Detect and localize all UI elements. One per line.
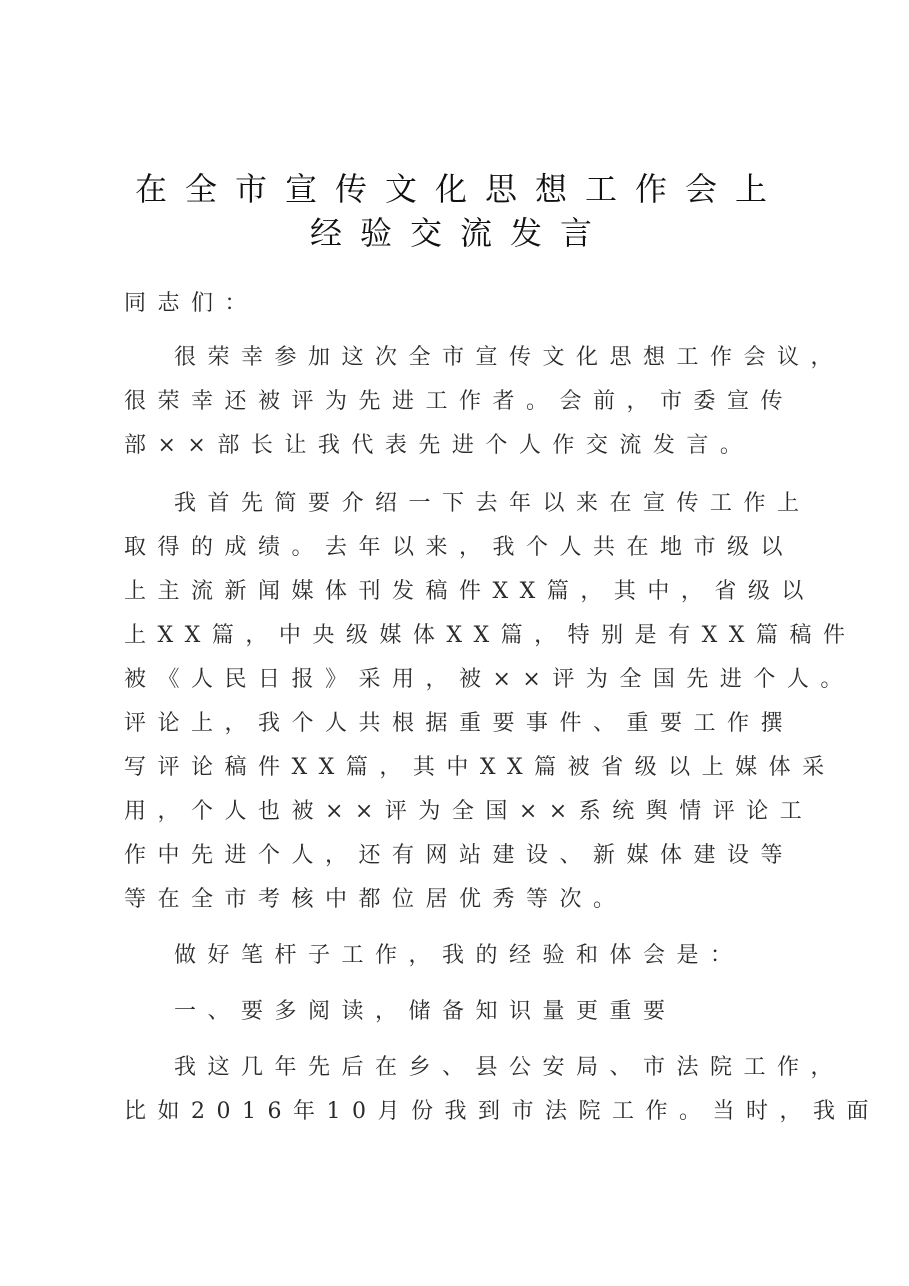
document-title-line-1: 在全市宣传文化思想工作会上 <box>134 170 785 208</box>
paragraph-line: 我首先简要介绍一下去年以来在宣传工作上 <box>174 491 811 516</box>
section-heading: 一、要多阅读，储备知识量更重要 <box>174 999 677 1024</box>
paragraph-line: 用，个人也被××评为全国××系统舆情评论工 <box>124 799 814 824</box>
paragraph-line: 写评论稿件XX篇，其中XX篇被省级以上媒体采 <box>124 755 836 780</box>
paragraph-line: 比如2016年10月份我到市法院工作。当时，我面 <box>124 1099 880 1124</box>
document-title-line-2: 经验交流发言 <box>309 214 610 252</box>
paragraph-line: 作中先进个人，还有网站建设、新媒体建设等 <box>124 843 795 868</box>
paragraph-line: 评论上，我个人共根据重要事件、重要工作撰 <box>124 711 795 736</box>
paragraph-line: 上主流新闻媒体刊发稿件XX篇，其中，省级以 <box>124 579 815 604</box>
paragraph-line: 很荣幸还被评为先进工作者。会前，市委宣传 <box>124 389 795 414</box>
paragraph-line: 上XX篇，中央级媒体XX篇，特别是有XX篇稿件 <box>124 623 857 648</box>
paragraph-line: 我这几年先后在乡、县公安局、市法院工作， <box>174 1055 845 1080</box>
paragraph-line: 部××部长让我代表先进个人作交流发言。 <box>124 433 754 458</box>
paragraph-line: 取得的成绩。去年以来，我个人共在地市级以 <box>124 535 795 560</box>
paragraph-line: 等在全市考核中都位居优秀等次。 <box>124 887 627 912</box>
paragraph-line: 很荣幸参加这次全市宣传文化思想工作会议， <box>174 345 845 370</box>
salutation: 同志们： <box>124 291 259 316</box>
paragraph-line: 做好笔杆子工作，我的经验和体会是： <box>174 943 744 968</box>
paragraph-line: 被《人民日报》采用，被××评为全国先进个人。 <box>124 667 854 692</box>
